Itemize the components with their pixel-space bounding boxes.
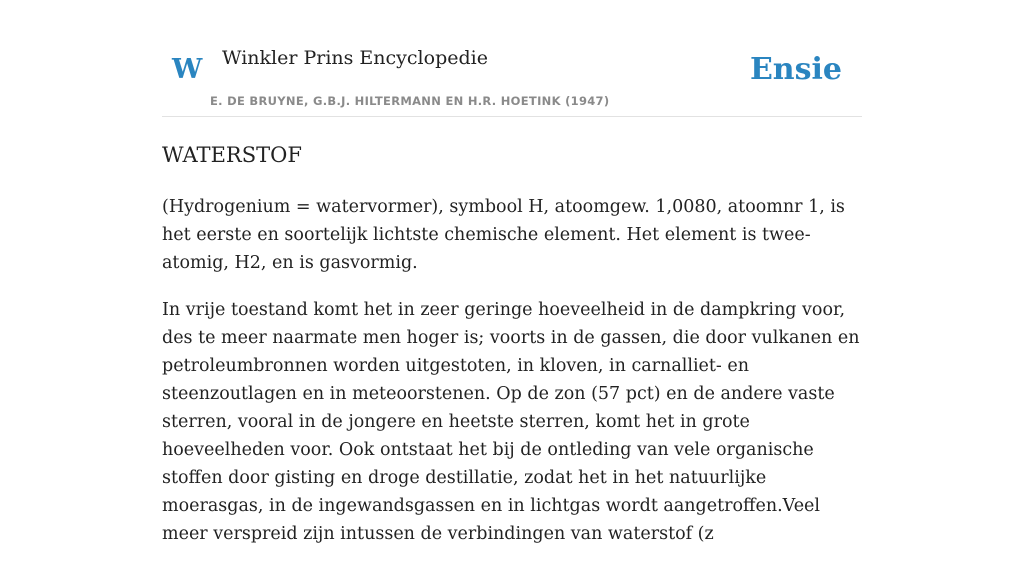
article-title: WATERSTOF — [162, 143, 302, 167]
publication-logo[interactable]: W — [172, 54, 203, 85]
article-paragraph: In vrije toestand komt het in zeer geringe hoeveelheid in de dampkring voor, des te meer naarmate men hoger is; voorts in de gassen, die door vulkanen en petroleumbronnen worden uitgestoten, in kloven, in carnalliet- en steenzoutlagen en in meteoorstenen. Op de zon (57 pct) en de andere vaste sterren, vooral in de jongere en heetste sterren, komt het in grote hoeveelheden voor. Ook ontstaat het bij de ontleding van vele organische stoffen door gisting en droge destillatie, zodat het in het natuurlijke moerasgas, in de ingewandsgassen en in lichtgas wordt aangetroffen.Veel meer verspreid zijn intussen de verbindingen van waterstof (z — [162, 300, 860, 544]
site-logo[interactable]: Ensie — [749, 52, 842, 87]
article — [162, 138, 864, 567]
publication-title[interactable]: Winkler Prins Encyclopedie — [222, 47, 488, 69]
article-paragraph: (Hydrogenium = watervormer), symbool H, atoomgew. 1,0080, atoomnr 1, is het eerste en soortelijk lichtste chemische element. Het element is twee-atomig, H2, en is gasvormig. — [162, 197, 845, 273]
page-header — [162, 40, 862, 117]
publication-authors: E. DE BRUYNE, G.B.J. HILTERMANN EN H.R. HOETINK (1947) — [210, 94, 610, 108]
